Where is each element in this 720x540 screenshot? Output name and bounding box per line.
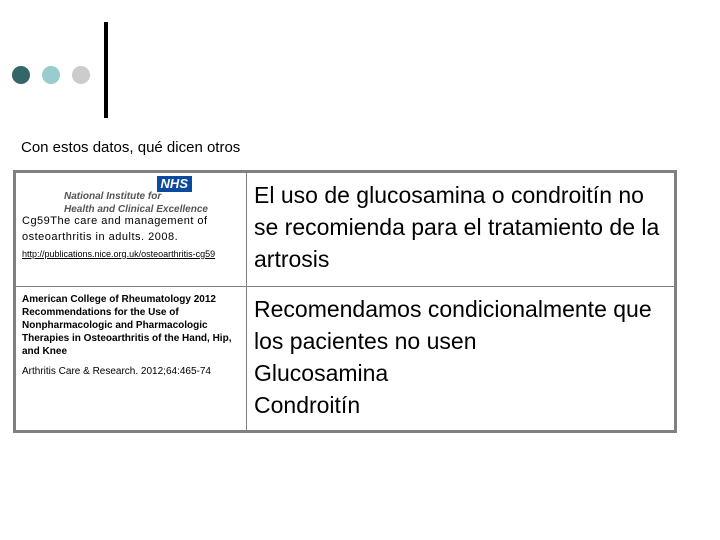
nhs-logo-box: NHS [157,176,192,192]
table-row-divider [16,286,674,287]
acr-recommendation-line: Recomendamos condicionalmente que los pacientes no usen [254,296,652,354]
nice-logo-line2: Health and Clinical Excellence [64,204,208,215]
nice-logo-line1: National Institute for [64,191,162,202]
comparison-table [13,170,677,433]
nice-recommendation: El uso de glucosamina o condroitín no se recomienda para el tratamiento de la artrosis [254,182,660,272]
slide-subtitle: Con estos datos, qué dicen otros [21,139,241,156]
acr-recommendation [254,293,674,421]
nice-logo [62,176,208,215]
acr-citation-title: American College of Rheumatology 2012 Recommendations for the Use of Nonpharmacologic and Pharmacologic Therapies in Osteoarthritis of the Hand, Hip, and Knee [22,294,232,357]
acr-citation-reference: Arthritis Care & Research. 2012;64:465-74 [22,366,211,377]
acr-recommendation-glucosamina: Glucosamina [254,360,389,386]
bullet-dot-dark [12,66,30,84]
table-column-divider [246,173,247,430]
bullet-dot-light [42,66,60,84]
acr-recommendation-condroitin: Condroitín [254,392,361,418]
nice-guideline-link[interactable]: http://publications.nice.org.uk/osteoarthritis-cg59 [22,249,216,259]
vertical-divider [104,22,108,118]
nice-guideline-citation: Cg59The care and management of osteoarthritis in adults. 2008. [22,215,208,243]
bullet-dot-gray [72,66,90,84]
